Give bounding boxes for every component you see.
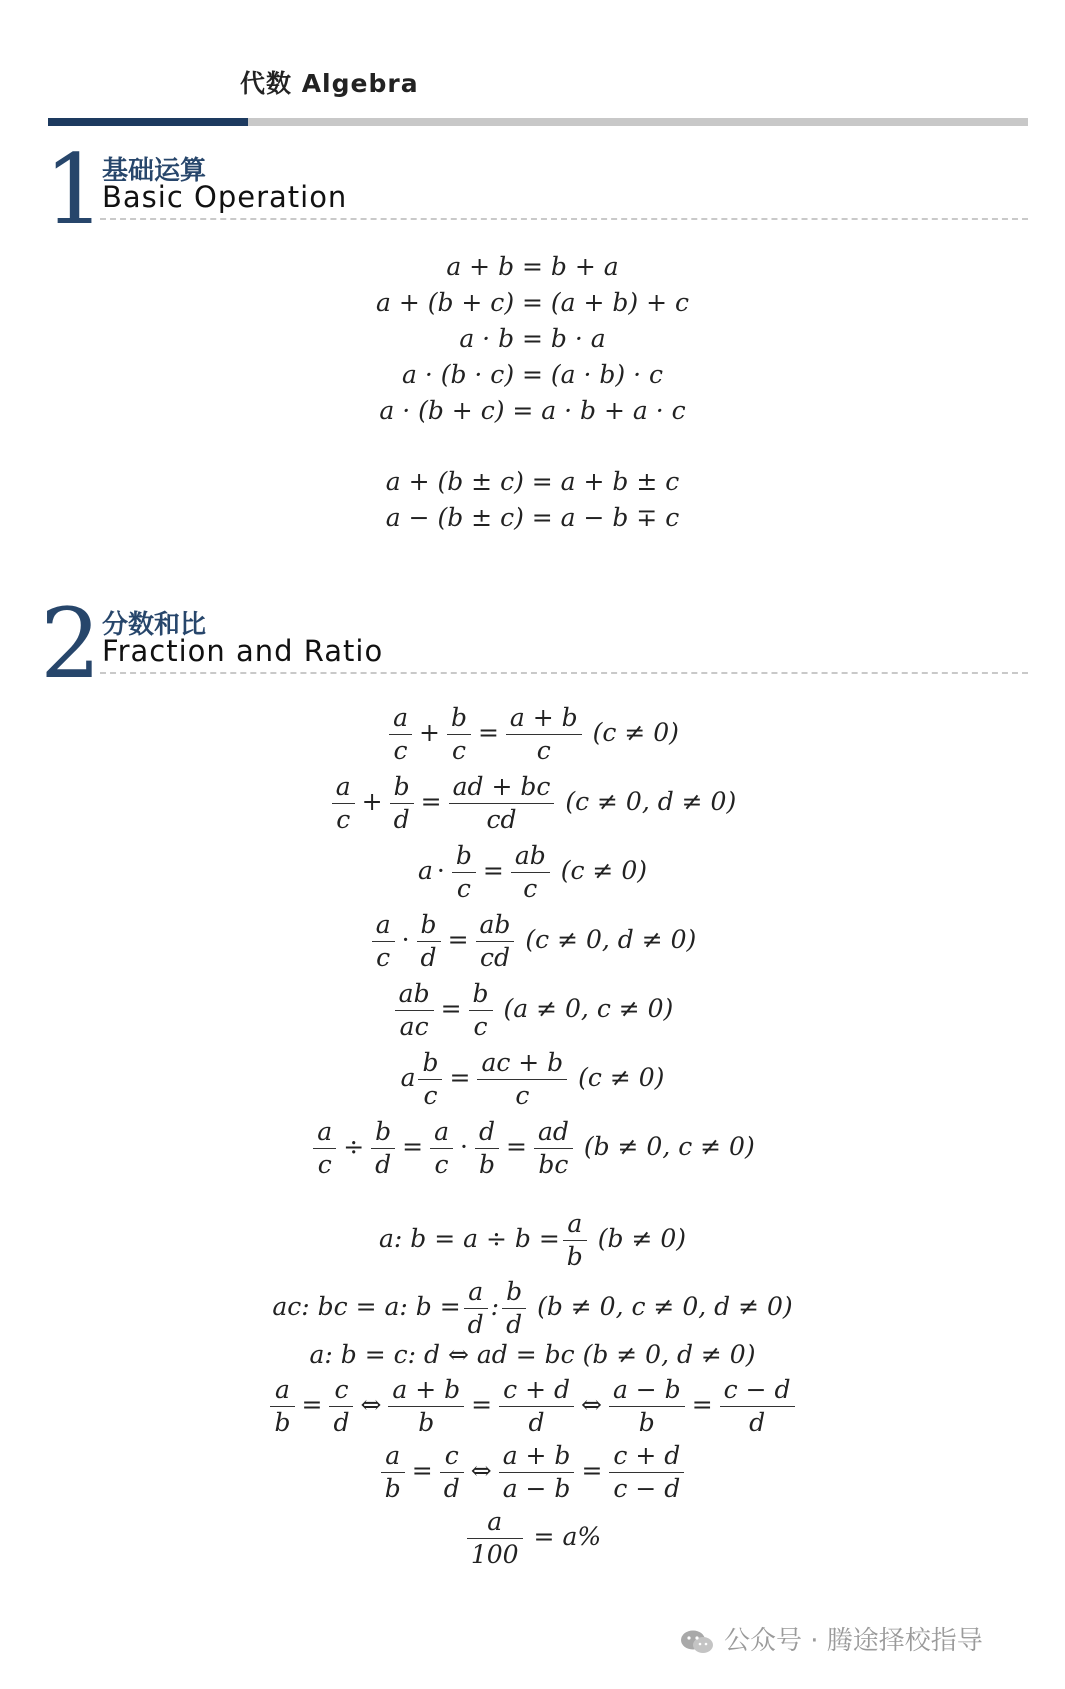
ratio-equation: ac: bc = a: b = $\frac{a}{d}$ : $\frac{b}{d}$ (b ≠ 0, c ≠ 0, d ≠ 0) xyxy=(272,1277,793,1339)
fraction-equation: a $\frac{b}{c}$ = $\frac{ac + b}{c}$ (c ≠ 0) xyxy=(400,1048,665,1110)
condition: (b ≠ 0) xyxy=(597,1224,686,1253)
section-2-title-en: Fraction and Ratio xyxy=(102,634,384,668)
section-2-title-cn: 分数和比 xyxy=(102,610,207,640)
section-2-number: 2 xyxy=(40,588,102,700)
ratio-equation: a: b = c: d ⇔ ad = bc (b ≠ 0, d ≠ 0) xyxy=(309,1340,756,1369)
fraction-equation: $\frac{a}{c}$ ÷ $\frac{b}{d}$ = $\frac{a}{c}$ · $\frac{d}{b}$ = $\frac{ad}{bc}$ (b ≠ 0, c ≠ 0) xyxy=(0,1116,1065,1181)
ratio-equation: $\frac{a}{b}$ = $\frac{c}{d}$ ⇔ $\frac{a + b}{a - b}$ = $\frac{c + d}{c - d}$ xyxy=(0,1440,1065,1505)
ratio-equation: $\frac{a}{100}$ = a% xyxy=(0,1506,1065,1571)
equation: a · b = b · a xyxy=(459,324,606,353)
condition: (a ≠ 0, c ≠ 0) xyxy=(503,994,674,1023)
equation: a · (b · c) = (a · b) · c xyxy=(401,360,664,389)
section-1-title-cn: 基础运算 xyxy=(102,156,207,186)
condition: (c ≠ 0, d ≠ 0) xyxy=(565,787,737,816)
condition: (c ≠ 0) xyxy=(578,1063,665,1092)
header-divider-accent xyxy=(48,118,248,126)
header-divider xyxy=(48,118,1028,126)
condition: (b ≠ 0, c ≠ 0, d ≠ 0) xyxy=(537,1292,793,1321)
section-1-title-en: Basic Operation xyxy=(102,180,348,214)
condition: (c ≠ 0, d ≠ 0) xyxy=(525,925,697,954)
fraction-equation: $\frac{ab}{ac}$ = $\frac{b}{c}$ (a ≠ 0, c ≠ 0) xyxy=(0,978,1065,1043)
watermark xyxy=(680,1620,983,1657)
fraction-equation: a · $\frac{b}{c}$ = $\frac{ab}{c}$ (c ≠ 0) xyxy=(418,841,647,903)
watermark-text: 公众号 · 腾途择校指导 xyxy=(724,1626,983,1656)
page-title: 代数 Algebra xyxy=(240,69,419,98)
equation: a − (b ± c) = a − b ∓ c xyxy=(385,503,680,532)
equation: a + b = b + a xyxy=(446,252,619,281)
wechat-icon xyxy=(680,1629,714,1655)
fraction-equation: $\frac{a}{c}$ + $\frac{b}{d}$ = $\frac{ad + bc}{cd}$ (c ≠ 0, d ≠ 0) xyxy=(0,771,1065,836)
fraction: $\frac{b}{c}$ xyxy=(447,702,471,767)
fraction-equation: $\frac{a}{c}$ · $\frac{b}{d}$ = $\frac{ab}{cd}$ (c ≠ 0, d ≠ 0) xyxy=(0,909,1065,974)
section-2-divider xyxy=(100,672,1028,674)
condition: (c ≠ 0) xyxy=(592,718,679,747)
equation: a + (b + c) = (a + b) + c xyxy=(375,288,690,317)
section-1-number: 1 xyxy=(44,134,106,246)
fraction: $\frac{a}{c}$ xyxy=(389,702,412,767)
equation: a + (b ± c) = a + b ± c xyxy=(385,467,680,496)
ratio-equation: $\frac{a}{b}$ = $\frac{c}{d}$ ⇔ $\frac{a + b}{b}$ = $\frac{c + d}{d}$ ⇔ $\frac{a - b}{b}$ = $\frac{c - d}{d}$ xyxy=(0,1374,1065,1439)
fraction: $\frac{a + b}{c}$ xyxy=(506,702,582,767)
section-1-divider xyxy=(100,218,1028,220)
condition: (c ≠ 0) xyxy=(560,856,647,885)
condition: (b ≠ 0, c ≠ 0) xyxy=(583,1132,755,1161)
fraction-equation: $\frac{a}{c}$ + $\frac{b}{c}$ = $\frac{a + b}{c}$ (c ≠ 0) xyxy=(0,702,1065,767)
ratio-equation: a: b = a ÷ b = $\frac{a}{b}$ (b ≠ 0) xyxy=(379,1209,686,1271)
equation: a · (b + c) = a · b + a · c xyxy=(379,396,686,425)
